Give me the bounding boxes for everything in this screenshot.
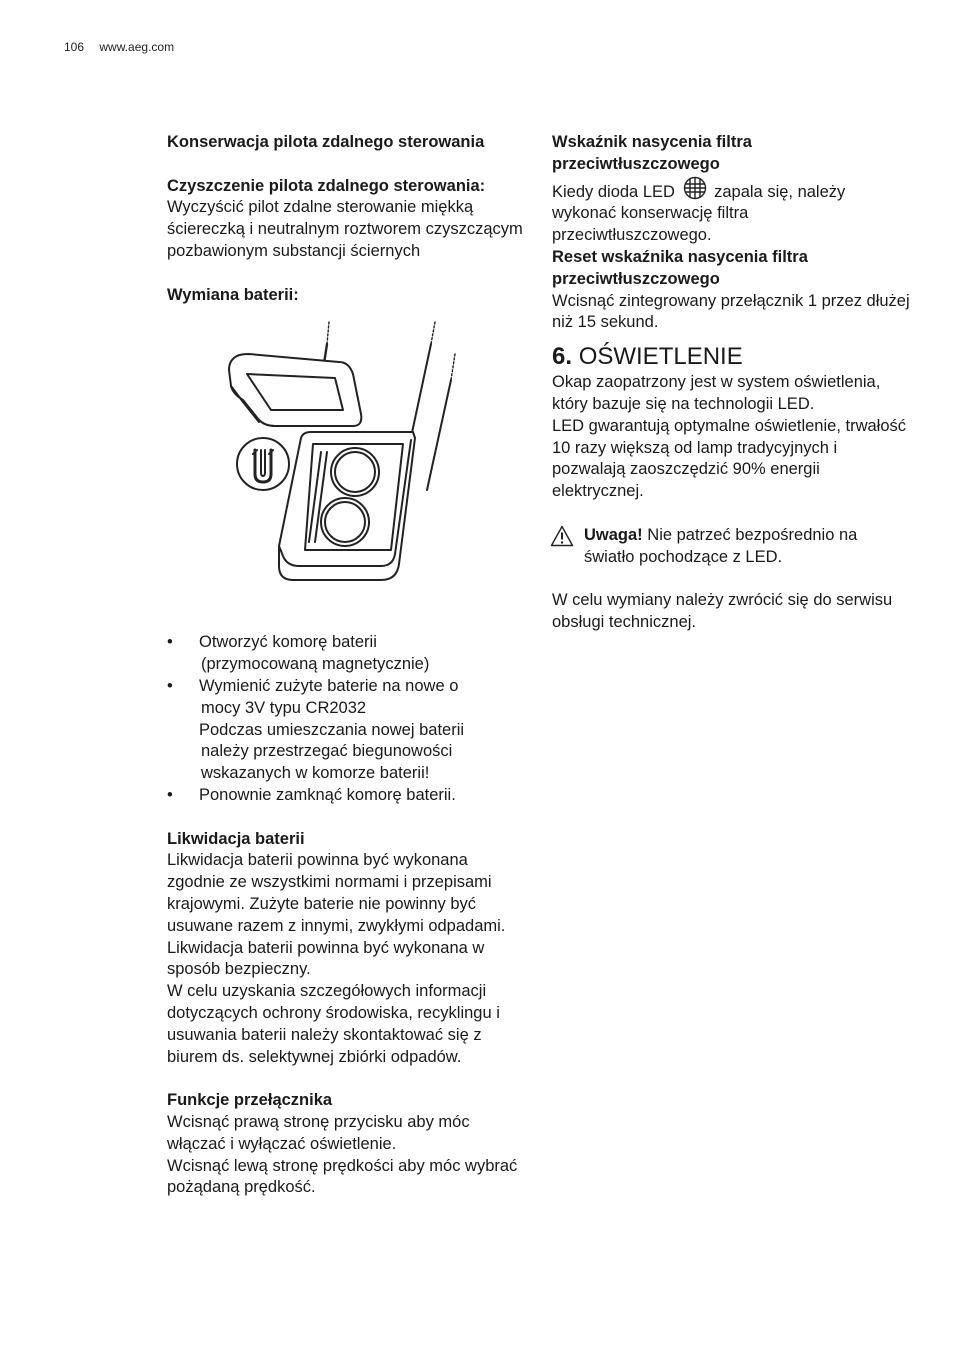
disposal-text-1: Likwidacja baterii powinna być wykonana zgodnie ze wszystkimi normami i przepisami krajowymi. Zużyte baterie nie powinny być usuwane razem z innymi, zwykłymi odpadami. xyxy=(167,851,506,935)
battery-steps-list xyxy=(167,632,527,806)
page-header xyxy=(64,40,174,54)
battery-title: Wymiana baterii: xyxy=(167,285,299,304)
cleaning-text: Wyczyścić pilot zdalne sterowanie miękką ściereczką i neutralnym roztworem czyszczącym pozbawionym substancji ściernych xyxy=(167,198,523,260)
filter-text: Kiedy dioda LED zapala się, należy wykonać konserwację filtra przeciwtłuszczowego. xyxy=(552,176,912,247)
right-column xyxy=(552,132,912,634)
disposal-title: Likwidacja baterii xyxy=(167,829,305,848)
grid-circle-icon xyxy=(682,176,708,200)
list-item: • Wymienić zużyte baterie na nowe o mocy 3V typu CR2032 Podczas umieszczania nowej baterii należy przestrzegać biegunowości wskazanych w komorze baterii! xyxy=(167,676,465,783)
section-heading xyxy=(552,342,912,372)
list-item: • Ponownie zamknąć komorę baterii. xyxy=(167,785,456,804)
warning-text: Nie patrzeć bezpośrednio na światło pochodzące z LED. xyxy=(584,525,858,566)
disposal-text-3: W celu uzyskania szczegółowych informacji dotyczących ochrony środowiska, recyklingu i usuwania baterii należy skontaktować się z biurem ds. selektywnej zbiórki odpadów. xyxy=(167,982,500,1066)
service-text: W celu wymiany należy zwrócić się do serwisu obsługi technicznej. xyxy=(552,591,893,631)
page-number: 106 xyxy=(64,40,85,54)
cleaning-title: Czyszczenie pilota zdalnego sterowania: xyxy=(167,176,486,195)
filter-title: Wskaźnik nasycenia filtra przeciwtłuszczowego xyxy=(552,133,752,173)
warning-triangle-icon xyxy=(550,525,574,547)
reset-title: Reset wskaźnika nasycenia filtra przeciwtłuszczowego xyxy=(552,247,808,288)
switch-text-1: Wcisnąć prawą stronę przycisku aby móc włączać i wyłączać oświetlenie. xyxy=(167,1112,470,1153)
section-number: 6. xyxy=(552,343,573,371)
lighting-text-2: LED gwarantują optymalne oświetlenie, trwałość 10 razy większą od lamp tradycyjnych i pozwalają zaoszczędzić 90% energii elektrycznej. xyxy=(552,416,907,501)
switch-text-2: Wcisnąć lewą stronę prędkości aby móc wybrać pożądaną prędkość. xyxy=(167,1156,518,1197)
switch-title: Funkcje przełącznika xyxy=(167,1091,333,1110)
warning-label: Uwaga! xyxy=(584,525,643,544)
reset-text: Wcisnąć zintegrowany przełącznik 1 przez dłużej niż 15 sekund. xyxy=(552,291,910,332)
section-title: OŚWIETLENIE xyxy=(578,343,743,371)
maintenance-heading: Konserwacja pilota zdalnego sterowania xyxy=(167,133,485,151)
warning-note xyxy=(552,525,912,569)
site-url: www.aeg.com xyxy=(99,40,175,54)
lighting-text-1: Okap zaopatrzony jest w system oświetlenia, który bazuje się na technologii LED. xyxy=(552,373,881,413)
list-item: • Otworzyć komorę baterii (przymocowaną magnetycznie) xyxy=(167,633,430,674)
left-column xyxy=(167,132,527,1199)
disposal-text-2: Likwidacja baterii powinna być wykonana w sposób bezpieczny. xyxy=(167,938,485,979)
battery-compartment-illustration xyxy=(167,314,527,614)
